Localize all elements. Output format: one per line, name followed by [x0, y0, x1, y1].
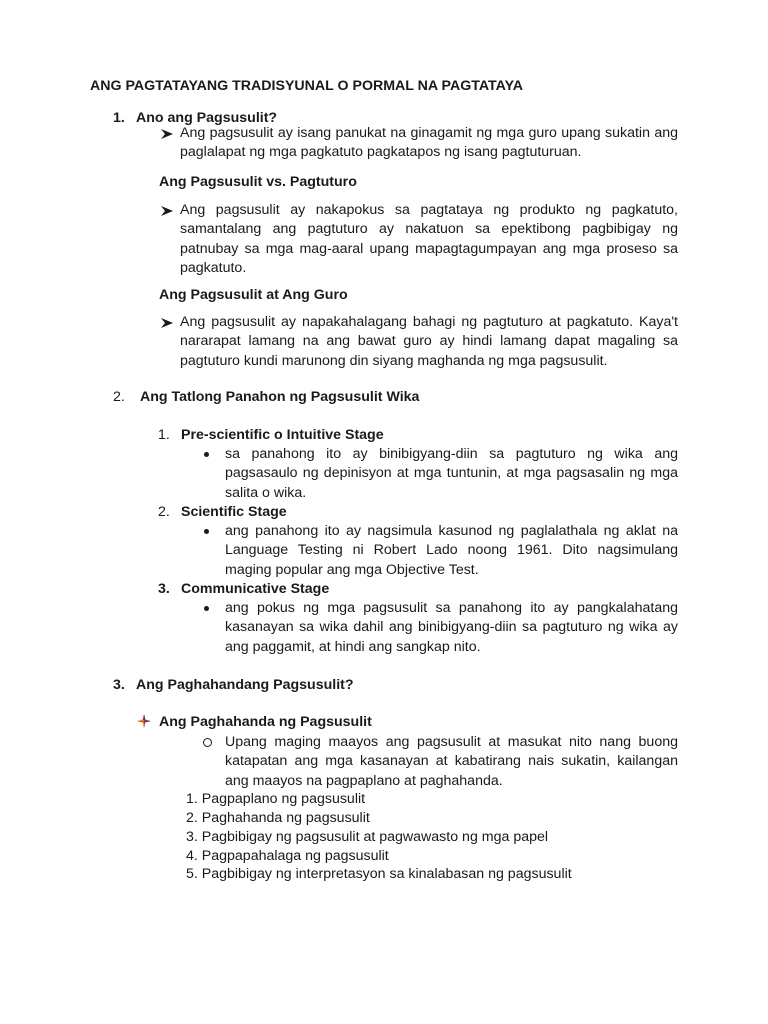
section-2-number: 2. — [113, 389, 125, 405]
stage-title: Scientific Stage — [181, 504, 287, 520]
list-item: 1. Pagpaplano ng pagsusulit — [186, 791, 366, 807]
list-item: 4. Pagpapahalaga ng pagsusulit — [186, 848, 389, 864]
arrow-bullet-icon — [160, 205, 174, 217]
bullet-dot-icon — [204, 606, 209, 611]
stage-text: sa panahong ito ay binibigyang-diin sa pagtuturo ng wika ang pagsasaulo ng depinisyon at mga tuntunin, at mga pagsasalin ng mga salita o wika. — [225, 446, 678, 501]
stage-text: ang panahong ito ay nagsimula kasunod ng paglalathala ng aklat na Language Testing ni Robert Lado noong 1961. Dito nagsimulang maging popular ang mga Objective Test. — [225, 523, 678, 578]
section-3-paragraph: Upang maging maayos ang pagsusulit at masukat nito nang buong katapatan ang mga kasanayan at kabatirang nais sukatin, kailangan ang maayos na pagpaplano at paghahanda. — [225, 734, 678, 789]
section-1-subheading-2: Ang Pagsusulit at Ang Guro — [159, 287, 348, 303]
list-item: 2. Paghahanda ng pagsusulit — [186, 810, 370, 826]
stage-number: 2. — [158, 504, 170, 520]
bullet-dot-icon — [204, 452, 209, 457]
section-1-number: 1. — [113, 110, 125, 126]
hollow-circle-bullet-icon — [203, 738, 212, 747]
section-1-subheading-1: Ang Pagsusulit vs. Pagtuturo — [159, 174, 357, 190]
stage-number: 3. — [158, 581, 170, 597]
section-3-heading: Ang Paghahandang Pagsusulit? — [136, 677, 354, 693]
section-1-paragraph-2: Ang pagsusulit ay nakapokus sa pagtataya ng produkto ng pagkatuto, samantalang ang pagtuturo ay nakatuon sa epektibong pagbibigay ng patnubay sa mga mag-aaral upang mapagtagumpayan ang mga proseso sa pagkatuto. — [180, 202, 678, 277]
bullet-dot-icon — [204, 529, 209, 534]
section-1-paragraph-3: Ang pagsusulit ay napakahalagang bahagi ng pagtuturo at pagkatuto. Kaya't nararapat lamang na ang bawat guro ay hindi lamang dapat magaling sa pagtuturo kundi marunong din siyang maghanda ng mga pagsusulit. — [180, 314, 678, 369]
section-2-heading: Ang Tatlong Panahon ng Pagsusulit Wika — [140, 389, 420, 405]
four-point-star-bullet-icon — [136, 713, 152, 729]
stage-text: ang pokus ng mga pagsusulit sa panahong ito ay pangkalahatang kasanayan sa wika dahil ang binibigyang-diin sa pagtuturo ng wika ay ang paggamit, at hindi ang sangkap nito. — [225, 600, 678, 655]
stage-title: Communicative Stage — [181, 581, 330, 597]
arrow-bullet-icon — [160, 128, 174, 140]
section-1-paragraph-1: Ang pagsusulit ay isang panukat na ginagamit ng mga guro upang sukatin ang paglalapat ng mga pagkatuto pagkatapos ng isang pagtuturuan. — [180, 125, 678, 161]
section-1-heading: Ano ang Pagsusulit? — [136, 110, 278, 126]
stage-title: Pre-scientific o Intuitive Stage — [181, 427, 384, 443]
list-item: 3. Pagbibigay ng pagsusulit at pagwawasto ng mga papel — [186, 829, 549, 845]
list-item: 5. Pagbibigay ng interpretasyon sa kinalabasan ng pagsusulit — [186, 866, 572, 882]
section-3-subheading: Ang Paghahanda ng Pagsusulit — [159, 714, 372, 730]
arrow-bullet-icon — [160, 317, 174, 329]
section-3-number: 3. — [113, 677, 125, 693]
document-title: ANG PAGTATAYANG TRADISYUNAL O PORMAL NA PAGTATAYA — [90, 78, 524, 94]
stage-number: 1. — [158, 427, 170, 443]
